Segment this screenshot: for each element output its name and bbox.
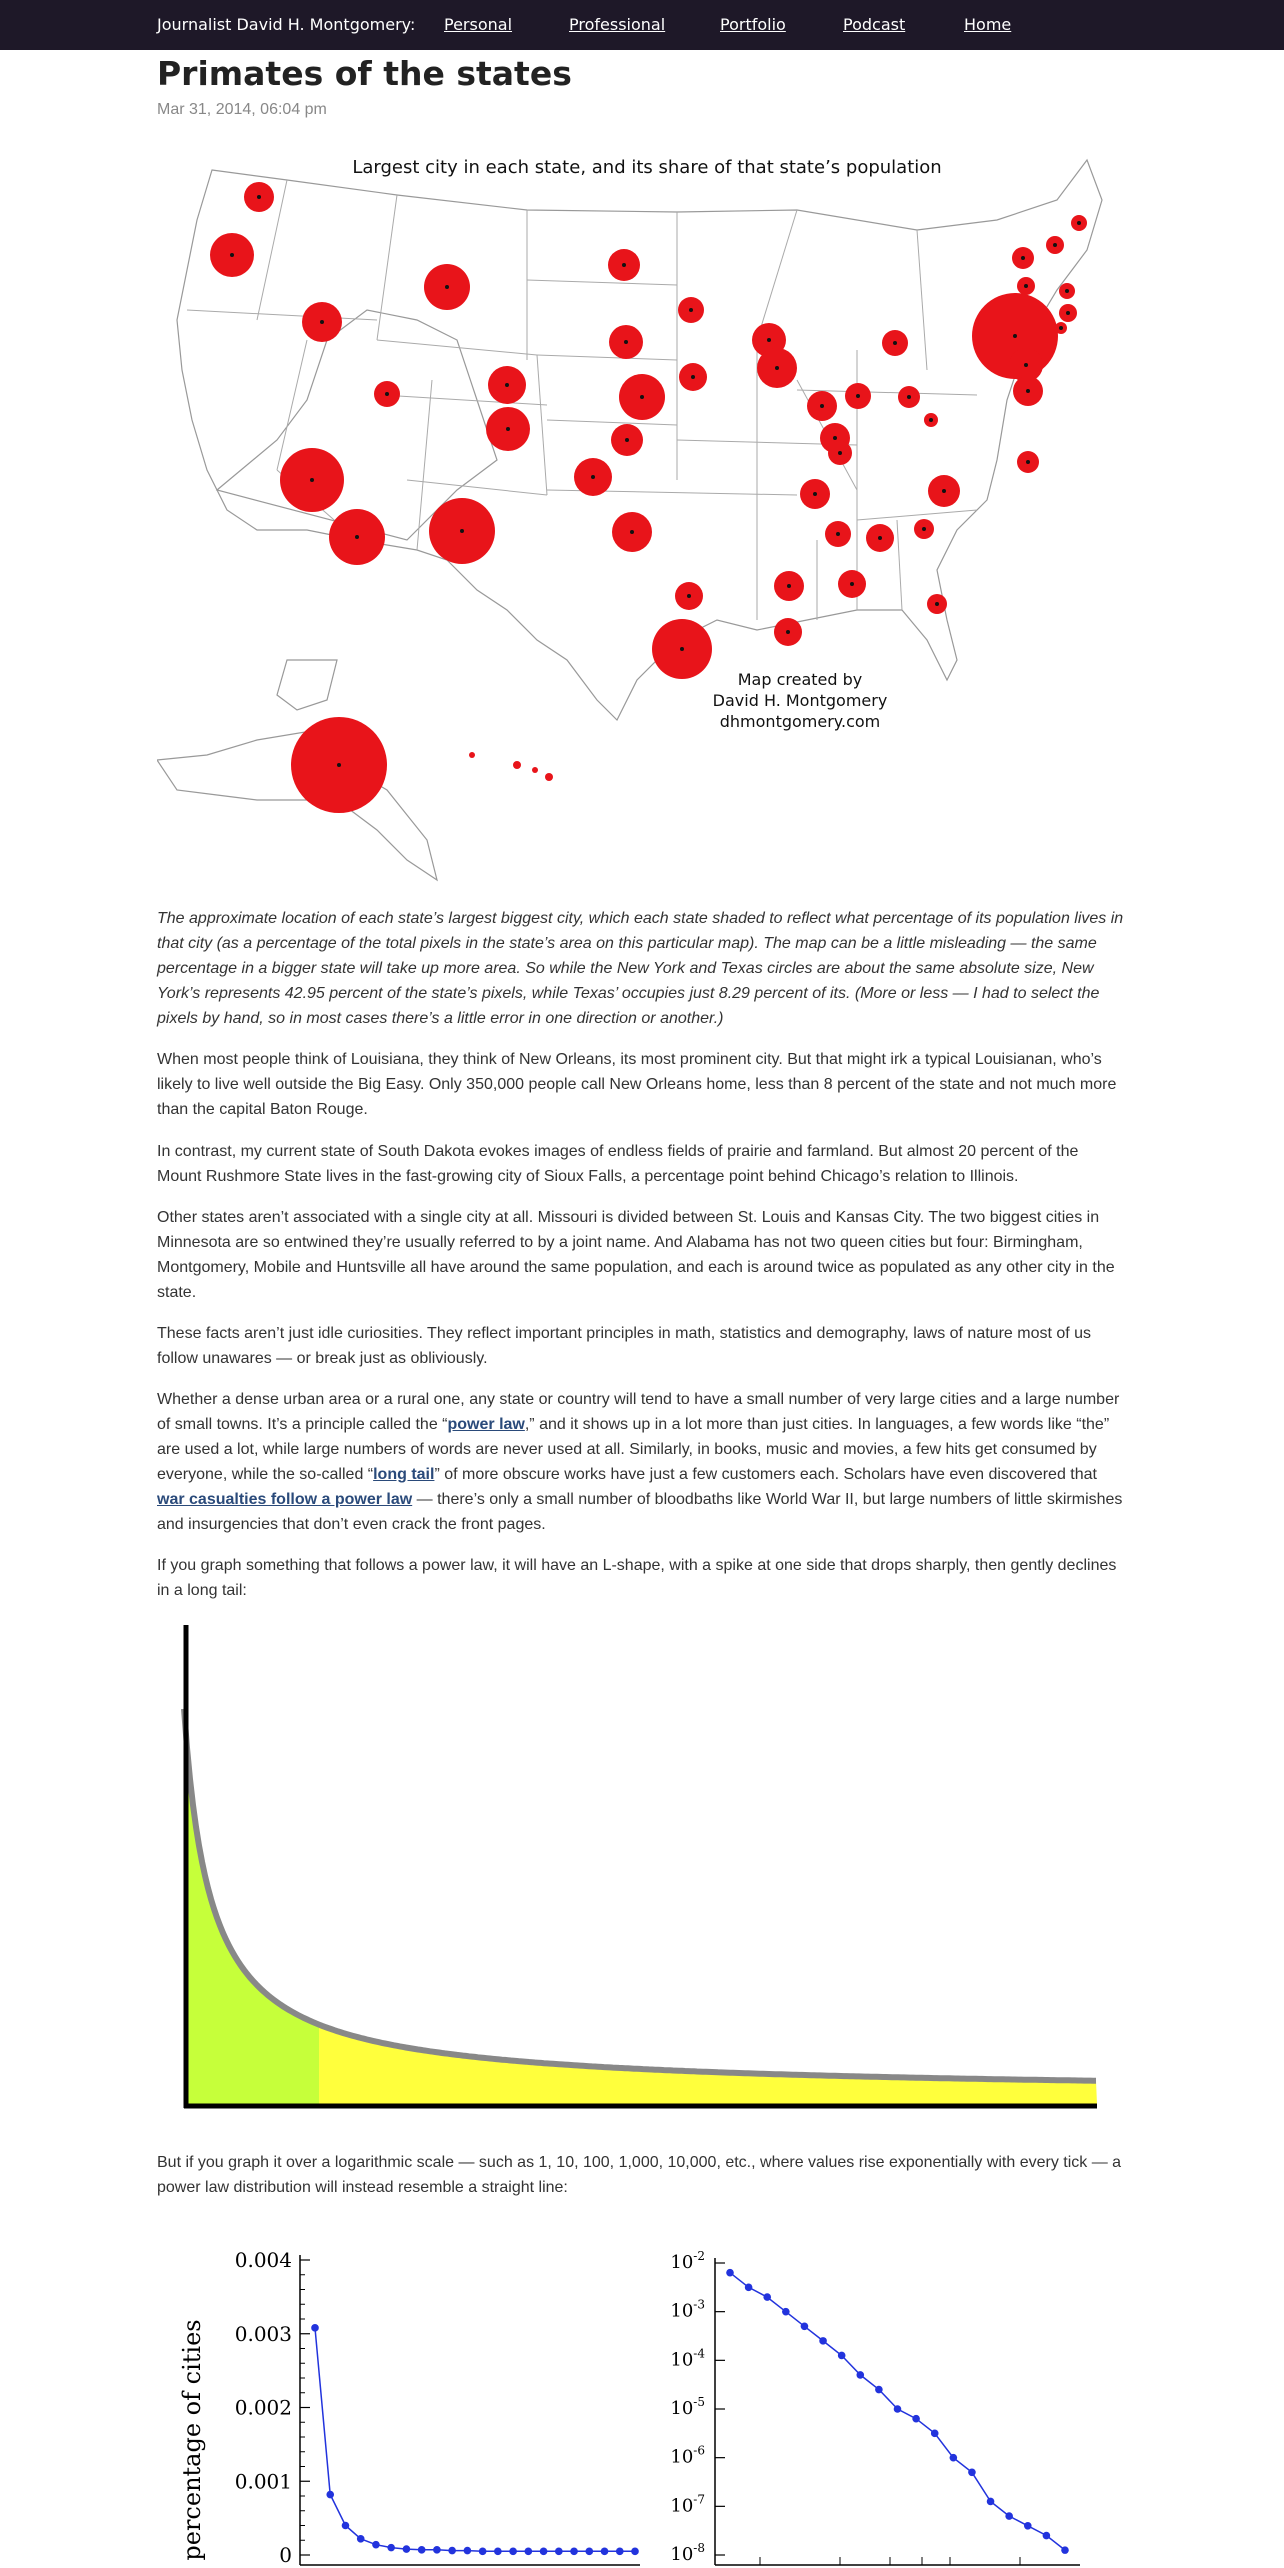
linear-data-point bbox=[311, 2324, 319, 2332]
city-dot bbox=[942, 489, 946, 493]
log-y-tick-label: $10^{-2}$ bbox=[670, 2249, 705, 2273]
city-dot bbox=[1013, 334, 1017, 338]
log-data-point bbox=[801, 2322, 809, 2330]
linear-data-point bbox=[387, 2544, 395, 2552]
paragraph-power-law bbox=[157, 1387, 1125, 1537]
city-dot bbox=[630, 530, 634, 534]
city-dot bbox=[505, 383, 509, 387]
city-dot bbox=[1024, 363, 1028, 367]
log-data-point bbox=[856, 2371, 864, 2379]
linear-data-point bbox=[509, 2548, 517, 2556]
city-dot bbox=[775, 366, 779, 370]
log-data-point bbox=[912, 2415, 920, 2423]
city-dot bbox=[922, 527, 926, 531]
city-dot bbox=[640, 395, 644, 399]
city-dot bbox=[1026, 460, 1030, 464]
linear-data-point bbox=[448, 2547, 456, 2555]
linear-scale-plot bbox=[170, 2235, 650, 2568]
log-data-point bbox=[726, 2269, 734, 2277]
linear-data-point bbox=[342, 2522, 350, 2530]
city-dot bbox=[1021, 256, 1025, 260]
city-dot bbox=[907, 395, 911, 399]
log-data-point bbox=[875, 2386, 883, 2394]
log-data-point bbox=[987, 2498, 995, 2506]
city-dot bbox=[337, 763, 341, 767]
linear-y-tick-label: 0.003 bbox=[234, 2321, 292, 2346]
city-dot bbox=[445, 285, 449, 289]
linear-data-point bbox=[585, 2548, 593, 2556]
city-dot bbox=[1059, 326, 1063, 330]
map-caption: The approximate location of each state’s largest biggest city, which each state shaded to reflect what percentage of its population lives in that city (as a percentage of the total pixels in the state’s area on this particular map). The map can be a little misleading — the same percentage in a bigger state will take up more area. So while the New York and Texas circles are about the same absolute size, New York’s represents 42.95 percent of the state’s pixels, while Texas’ occupies just 8.29 percent of its. (More or less — I had to select the pixels by hand, so in most cases there’s a little error in one direction or another.) bbox=[157, 910, 1124, 1027]
nav-link-home[interactable]: Home bbox=[964, 15, 1012, 34]
nav-link-portfolio[interactable]: Portfolio bbox=[720, 15, 786, 34]
city-dot bbox=[878, 536, 882, 540]
linear-data-point bbox=[631, 2548, 639, 2556]
log-y-tick-label: $10^{-5}$ bbox=[670, 2395, 705, 2419]
linear-data-point bbox=[555, 2548, 563, 2556]
city-dot bbox=[767, 338, 771, 342]
city-dot bbox=[355, 535, 359, 539]
nav-link-podcast[interactable]: Podcast bbox=[843, 15, 906, 34]
linear-data-point bbox=[570, 2548, 578, 2556]
log-data-point bbox=[745, 2284, 753, 2292]
power-law-tail-area bbox=[319, 2025, 1097, 2104]
city-dot bbox=[310, 478, 314, 482]
map-title: Largest city in each state, and its share of that state’s population bbox=[352, 157, 942, 178]
city-dot bbox=[850, 582, 854, 586]
power-law-illustration bbox=[170, 1625, 1110, 2115]
city-dot bbox=[622, 263, 626, 267]
paragraph-idle-curiosities: These facts aren’t just idle curiosities. They reflect important principles in math, statistics and demography, laws of nature most of us follow unawares — or break just as obliviously. bbox=[157, 1325, 1092, 1367]
power-law-svg bbox=[170, 1625, 1110, 2115]
city-dot bbox=[838, 451, 842, 455]
linear-data-point bbox=[326, 2491, 334, 2499]
alaska-north bbox=[277, 660, 337, 710]
log-y-tick-label: $10^{-7}$ bbox=[670, 2492, 705, 2517]
log-data-point bbox=[763, 2293, 771, 2301]
city-dot bbox=[1077, 221, 1081, 225]
linear-y-tick-label: 0 bbox=[279, 2543, 292, 2567]
city-dot bbox=[836, 532, 840, 536]
power-law-head-area bbox=[184, 1709, 320, 2104]
city-dot bbox=[1066, 311, 1070, 315]
city-dot bbox=[1065, 289, 1069, 293]
linear-data-point bbox=[616, 2548, 624, 2556]
city-dot bbox=[1053, 243, 1057, 247]
link-long-tail[interactable]: long tail bbox=[373, 1466, 435, 1483]
nav-link-professional[interactable]: Professional bbox=[569, 15, 666, 34]
log-data-point bbox=[968, 2468, 976, 2476]
power-law-curve bbox=[184, 1709, 1096, 2081]
city-dot bbox=[506, 427, 510, 431]
largest-city-map bbox=[157, 140, 1125, 890]
log-y-tick-label: $10^{-6}$ bbox=[670, 2443, 705, 2468]
log-y-tick-label: $10^{-3}$ bbox=[670, 2297, 705, 2322]
city-dot bbox=[856, 394, 860, 398]
city-dot bbox=[624, 340, 628, 344]
linear-plot-svg bbox=[170, 2235, 650, 2568]
site-brand: Journalist David H. Montgomery: bbox=[157, 15, 416, 34]
city-dot bbox=[820, 404, 824, 408]
log-data-point bbox=[950, 2454, 958, 2462]
log-data-point bbox=[1061, 2546, 1069, 2554]
city-dot bbox=[385, 392, 389, 396]
city-dot bbox=[230, 253, 234, 257]
paragraph-l-shape: If you graph something that follows a power law, it will have an L-shape, with a spike at one side that drops sharply, then gently declines in a long tail: bbox=[157, 1557, 1117, 1599]
text-run: ,” and it shows up in a lot more than just cities. In languages, a few words like “the” are used a lot, while large numbers of words are never used at all. Similarly, in books, music and movies, a few hits get consumed by everyone, while the so-called “ bbox=[157, 1416, 1110, 1483]
log-data-point bbox=[1024, 2522, 1032, 2530]
linear-data-point bbox=[464, 2547, 472, 2555]
paragraph-south-dakota: In contrast, my current state of South Dakota evokes images of endless fields of prairie and farmland. But almost 20 percent of the Mount Rushmore State lives in the fast-growing city of Sioux Falls, a percentage point behind Chicago’s relation to Illinois. bbox=[157, 1143, 1079, 1185]
linear-y-tick-label: 0.002 bbox=[234, 2395, 292, 2420]
linear-data-point bbox=[418, 2546, 426, 2554]
city-dot bbox=[935, 602, 939, 606]
city-dot bbox=[813, 492, 817, 496]
city-dot bbox=[687, 594, 691, 598]
linear-data-point bbox=[540, 2548, 548, 2556]
city-dot bbox=[893, 341, 897, 345]
link-war-casualties[interactable]: war casualties follow a power law bbox=[157, 1491, 413, 1508]
log-plot-svg bbox=[660, 2235, 1120, 2568]
city-dot bbox=[1026, 389, 1030, 393]
linear-data-point bbox=[403, 2545, 411, 2553]
paragraph-louisiana: When most people think of Louisiana, they think of New Orleans, its most prominent city. But that might irk a typical Louisianan, who’s likely to live well outside the Big Easy. Only 350,000 people call New Orleans home, less than 8 percent of the state and not much more than the capital Baton Rouge. bbox=[157, 1051, 1117, 1118]
log-plot-axes bbox=[670, 2249, 1080, 2565]
paragraph-missouri: Other states aren’t associated with a single city at all. Missouri is divided between St. Louis and Kansas City. The two biggest cities in Minnesota are so entwined they’re usually referred to by a joint name. And Alabama has not two queen cities but four: Birmingham, Montgomery, Mobile and Huntsville all have around the same population, and each is around twice as populated as any other city in the state. bbox=[157, 1209, 1115, 1301]
log-data-point bbox=[819, 2337, 827, 2345]
linear-plot-ylabel: percentage of cities bbox=[178, 2319, 206, 2561]
city-dot bbox=[625, 438, 629, 442]
map-svg bbox=[157, 140, 1125, 890]
log-data-point bbox=[1043, 2532, 1051, 2540]
log-data-point bbox=[782, 2308, 790, 2316]
log-data-point bbox=[894, 2405, 902, 2413]
log-scale-plot bbox=[660, 2235, 1120, 2568]
map-credit-line2: David H. Montgomery bbox=[712, 691, 888, 710]
city-dot bbox=[833, 436, 837, 440]
log-data-point bbox=[931, 2430, 939, 2438]
text-run: Whether a dense urban area or a rural one, any state or country will tend to have a small number of very large cities and a large number of small towns. It’s a principle called the “ bbox=[157, 1391, 1120, 1433]
log-data-point bbox=[1005, 2512, 1013, 2520]
linear-y-tick-label: 0.004 bbox=[234, 2248, 292, 2272]
log-plot-points bbox=[726, 2269, 1069, 2554]
map-credit-line3: dhmontgomery.com bbox=[719, 712, 881, 731]
linear-data-point bbox=[479, 2548, 487, 2556]
city-dot bbox=[787, 584, 791, 588]
log-y-tick-label: $10^{-4}$ bbox=[670, 2346, 705, 2371]
linear-series-line bbox=[315, 2328, 635, 2551]
linear-data-point bbox=[372, 2541, 380, 2549]
city-dot bbox=[591, 475, 595, 479]
city-dot bbox=[691, 375, 695, 379]
city-dot bbox=[320, 320, 324, 324]
linear-data-point bbox=[601, 2548, 609, 2556]
linear-plot-axes bbox=[235, 2248, 640, 2567]
linear-plot-points bbox=[311, 2324, 639, 2555]
linear-y-tick-label: 0.001 bbox=[234, 2469, 292, 2494]
city-dot bbox=[680, 647, 684, 651]
map-credit-line1: Map created by bbox=[737, 670, 863, 689]
linear-data-point bbox=[357, 2535, 365, 2543]
city-dot bbox=[689, 308, 693, 312]
page-title: Primates of the states bbox=[157, 54, 572, 93]
city-dot bbox=[257, 195, 261, 199]
nav-link-personal[interactable]: Personal bbox=[444, 15, 513, 34]
text-run: — there’s only a small number of bloodbaths like World War II, but large numbers of little skirmishes and insurgencies that don’t even crack the front pages. bbox=[157, 1491, 1123, 1533]
city-dot bbox=[1024, 284, 1028, 288]
hawaii-islands bbox=[469, 752, 553, 781]
city-dot bbox=[929, 418, 933, 422]
log-data-point bbox=[838, 2352, 846, 2360]
top-navbar bbox=[0, 0, 1284, 50]
linear-data-point bbox=[494, 2548, 502, 2556]
linear-data-point bbox=[433, 2546, 441, 2554]
city-dot bbox=[786, 630, 790, 634]
post-date: Mar 31, 2014, 06:04 pm bbox=[157, 101, 327, 118]
city-dot bbox=[460, 529, 464, 533]
link-power-law[interactable]: power law bbox=[447, 1416, 525, 1433]
linear-data-point bbox=[525, 2548, 533, 2556]
paragraph-logarithmic: But if you graph it over a logarithmic scale — such as 1, 10, 100, 1,000, 10,000, etc., where values rise exponentially with every tick — a power law distribution will instead resemble a straight line: bbox=[157, 2154, 1122, 2196]
log-y-tick-label: $10^{-8}$ bbox=[670, 2541, 705, 2565]
text-run: ” of more obscure works have just a few customers each. Scholars have even discovered that bbox=[434, 1466, 1097, 1483]
